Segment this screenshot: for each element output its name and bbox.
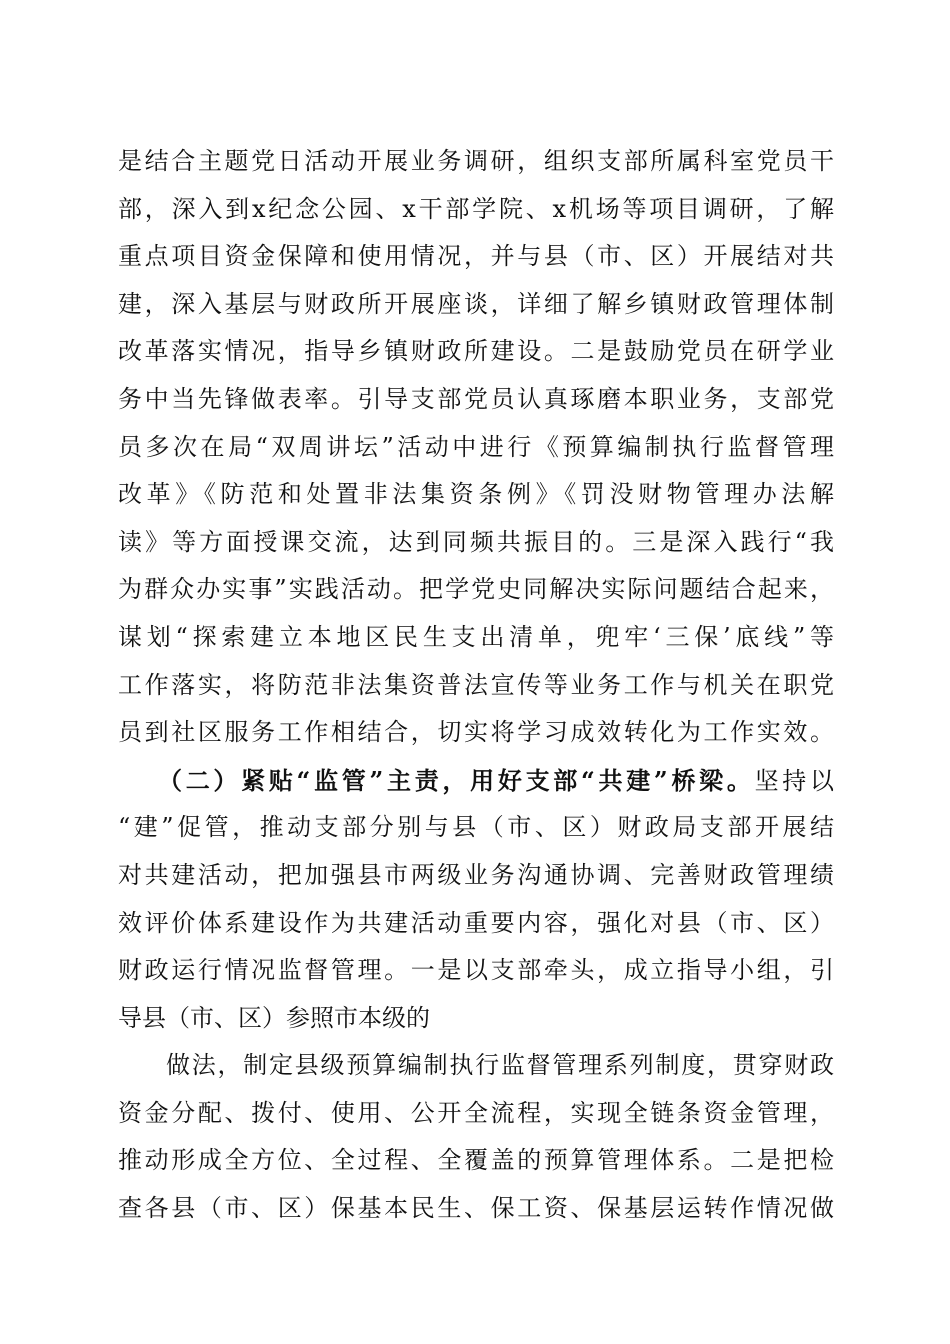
paragraph-3: [118, 1042, 834, 1232]
text-line: 财政运行情况监督管理。一是以支部牵头，成立指导小组，引: [118, 956, 834, 985]
text-line: 建，深入基层与财政所开展座谈，详细了解乡镇财政管理体制: [118, 289, 834, 318]
text-line: 员到社区服务工作相结合，切实将学习成效转化为工作实效。: [118, 718, 834, 747]
text-line: 工作落实，将防范非法集资普法宣传等业务工作与机关在职党: [118, 670, 834, 699]
text-line: 务中当先锋做表率。引导支部党员认真琢磨本职业务，支部党: [118, 384, 834, 413]
text-line: 重点项目资金保障和使用情况，并与县（市、区）开展结对共: [118, 242, 834, 271]
text-line: 部，深入到x纪念公园、x干部学院、x机场等项目调研，了解: [118, 194, 834, 223]
text-line: 读》等方面授课交流，达到同频共振目的。三是深入践行“我: [118, 527, 834, 556]
text-line: 资金分配、拨付、使用、公开全流程，实现全链条资金管理，: [118, 1098, 834, 1127]
paragraph-2: [118, 757, 834, 1043]
text-line: 改革落实情况，指导乡镇财政所建设。二是鼓励党员在研学业: [118, 337, 834, 366]
heading-line-rest: 坚持以: [754, 766, 835, 795]
text-line: 是结合主题党日活动开展业务调研，组织支部所属科室党员干: [118, 147, 834, 175]
text-line: 推动形成全方位、全过程、全覆盖的预算管理体系。二是把检: [118, 1146, 834, 1175]
section-heading: （二）紧贴“监管”主责，用好支部“共建”桥梁。: [158, 765, 755, 795]
text-line: 效评价体系建设作为共建活动重要内容，强化对县（市、区）: [118, 908, 834, 937]
text-line: 改革》《防范和处置非法集资条例》《罚没财物管理办法解: [118, 480, 834, 509]
text-line: 员多次在局“双周讲坛”活动中进行《预算编制执行监督管理: [118, 432, 834, 461]
text-line: 为群众办实事”实践活动。把学党史同解决实际问题结合起来，: [118, 575, 834, 604]
text-line: 做法，制定县级预算编制执行监督管理系列制度，贯穿财政: [166, 1051, 834, 1080]
text-line: “建”促管，推动支部分别与县（市、区）财政局支部开展结: [118, 813, 834, 842]
text-line: 对共建活动，把加强县市两级业务沟通协调、完善财政管理绩: [118, 860, 834, 889]
text-line: 谋划“探索建立本地区民生支出清单，兜牢‘三保’底线”等: [118, 622, 834, 651]
text-line: 导县（市、区）参照市本级的: [118, 1003, 430, 1032]
paragraph-1: [118, 138, 834, 757]
section-heading-line: [118, 757, 834, 805]
text-line: 查各县（市、区）保基本民生、保工资、保基层运转作情况做: [118, 1194, 834, 1223]
document-body: [118, 138, 834, 1233]
